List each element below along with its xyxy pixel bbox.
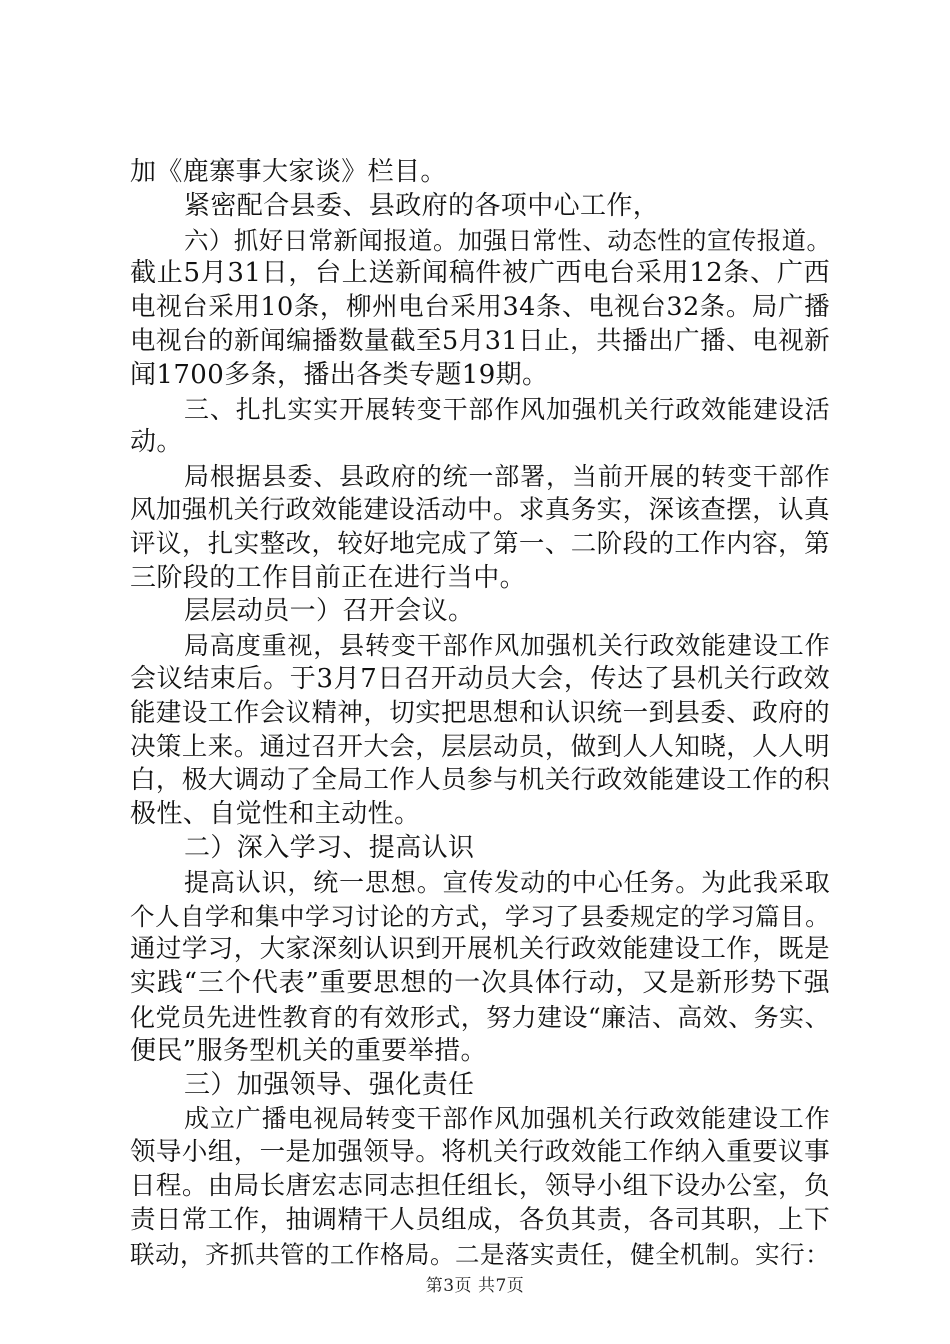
text-line: 三阶段的工作目前正在进行当中。 — [130, 562, 527, 593]
text-line: 成立广播电视局转变干部作风加强机关行政效能建设工作 — [184, 1104, 830, 1134]
text-line: 会议结束后。于3月7日召开动员大会，传达了县机关行政效 — [130, 663, 830, 694]
subsection-heading: 三）加强领导、强化责任 — [184, 1069, 475, 1100]
text-line: 局高度重视，县转变干部作风加强机关行政效能建设工作 — [184, 631, 830, 661]
document-body — [130, 156, 830, 1271]
text-line: 闻1700多条，播出各类专题19期。 — [130, 359, 549, 390]
text-line: 便民”服务型机关的重要举措。 — [130, 1035, 487, 1066]
text-line: 决策上来。通过召开大会，层层动员，做到人人知晓，人人明 — [130, 731, 830, 762]
text-line: 电视台的新闻编播数量截至5月31日止，共播出广播、电视新 — [130, 325, 830, 356]
text-line: 责日常工作，抽调精干人员组成，各负其责，各司其职，上下 — [130, 1204, 830, 1235]
text-line: 极性、自觉性和主动性。 — [130, 799, 421, 830]
text-line: 个人自学和集中学习讨论的方式，学习了县委规定的学习篇目。 — [130, 901, 830, 931]
text-line: 白，极大调动了全局工作人员参与机关行政效能建设工作的积 — [130, 765, 830, 796]
subsection-heading: 二）深入学习、提高认识 — [184, 832, 475, 863]
text-line: 截止5月31日，台上送新闻稿件被广西电台采用12条、广西 — [130, 258, 830, 289]
text-line: 电视台采用10条，柳州电台采用34条、电视台32条。局广播 — [130, 292, 830, 323]
text-line: 动。 — [130, 427, 183, 458]
text-line: 提高认识，统一思想。宣传发动的中心任务。为此我采取 — [184, 867, 830, 897]
text-line: 能建设工作会议精神，切实把思想和认识统一到县委、政府的 — [130, 697, 830, 728]
text-line: 通过学习，大家深刻认识到开展机关行政效能建设工作，既是 — [130, 934, 830, 965]
text-line: 加《鹿寨事大家谈》栏目。 — [130, 157, 447, 187]
text-line: 实践“三个代表”重要思想的一次具体行动，又是新形势下强 — [130, 968, 830, 999]
text-line: 局根据县委、县政府的统一部署，当前开展的转变干部作 — [184, 462, 830, 492]
text-line: 领导小组，一是加强领导。将机关行政效能工作纳入重要议事 — [130, 1137, 830, 1168]
text-line: 风加强机关行政效能建设活动中。求真务实，深该查摆，认真 — [130, 494, 830, 525]
page-number-footer: 第3页 共7页 — [425, 1276, 525, 1296]
text-line: 评议，扎实整改，较好地完成了第一、二阶段的工作内容，第 — [130, 528, 830, 559]
text-line: 联动，齐抓共管的工作格局。二是落实责任，健全机制。实行： — [130, 1239, 830, 1269]
subsection-heading: 层层动员一）召开会议。 — [184, 596, 475, 627]
text-line: 化党员先进性教育的有效形式，努力建设“廉洁、高效、务实、 — [130, 1002, 830, 1032]
text-line: 日程。由局长唐宏志同志担任组长，领导小组下设办公室，负 — [130, 1170, 830, 1201]
text-line: 紧密配合县委、县政府的各项中心工作， — [184, 190, 660, 221]
text-line: 六）抓好日常新闻报道。加强日常性、动态性的宣传报道。 — [184, 225, 832, 255]
section-heading: 三、扎扎实实开展转变干部作风加强机关行政效能建设活 — [184, 394, 830, 424]
